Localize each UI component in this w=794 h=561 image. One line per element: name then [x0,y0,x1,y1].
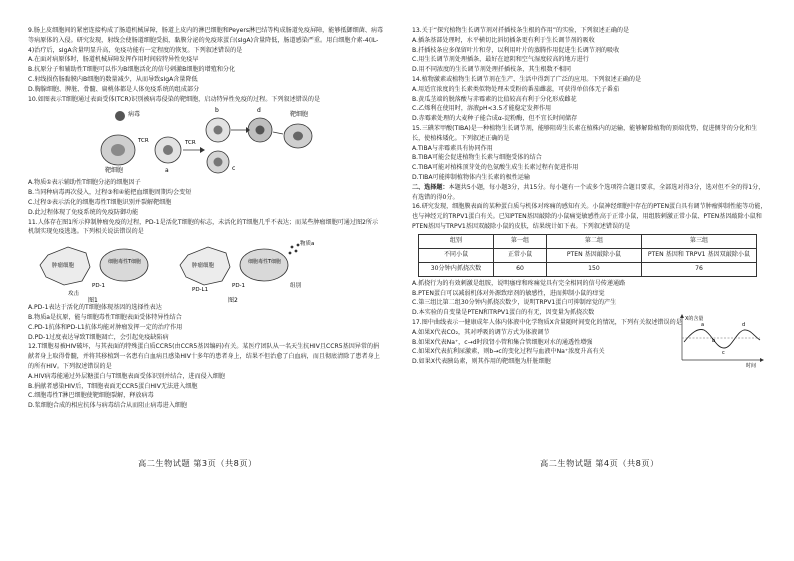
q17-stem: 17.图中曲线表示一健康成年人体内体液中化学物质X含量随时间变化的情况，下列有关叙述错误的是 [412,318,682,326]
tcr-label-1: TCR [138,138,149,145]
q15-option-b: B.TIBA可能会促进植物生长素与细胞受体的结合 [412,154,542,162]
table-cell: 60 [494,262,547,276]
q10-option-d: D.此过程体现了免疫系统的免疫防御功能 [28,208,139,216]
table-cell: 30分钟内抓挠次数 [419,262,494,276]
q10-stem: 10.如图表示T细胞通过表面受体(TCR)识别被病毒侵染的靶细胞，启动特异性免疫的过程。下列叙述错误的是 [28,95,321,103]
table-cell: 正常小鼠 [494,248,547,262]
table-row [419,234,757,248]
fig1-tcell-label: 细胞毒性T细胞 [108,259,142,266]
table-cell: PTEN 基因和 TRPV1 基因双敲除小鼠 [642,248,757,262]
q15-option-c: C.TIBA可能对植株顶芽处的色氨酸生成生长素过程有促进作用 [412,164,579,172]
q17-option-d: D.如果X代表胰岛素，则其作用的靶细胞为肝脏细胞 [412,358,551,366]
target-label: 靶细胞 [105,167,124,175]
tcr-label-2: TCR [185,140,196,147]
q17-point-c: c [722,349,725,356]
q17-xlabel: 时间 [746,362,757,368]
q16-option-a: A.抓挠行为的有效刺激是组胺，说明瘙痒和疼痛觉具有完全相同的信号传递通路 [412,279,626,287]
q17-ylabel: X的含量 [685,315,704,322]
fig2-tumor-label: 肿瘤细胞 [192,263,215,270]
q16-option-d: D.本实验的自变量是PTEN和TRPV1蛋白的有无，因变量为抓挠次数 [412,309,595,317]
virus-label: 病毒 [128,111,141,119]
q15-option-a: A.TIBA与赤霉素具有协同作用 [412,144,493,152]
fig2-tcell-label: 细胞毒性T细胞 [248,259,282,266]
cell-a-label: a [165,167,169,175]
q9-option-a: A.在面对病原体时，肠道机械屏障发挥作用时间较特异性免疫早 [28,56,199,64]
fig1-tumor-label: 肿瘤细胞 [52,263,75,270]
q12-option-b: B.捐献者感染HIV后，T细胞表面无CCR5蛋白HIV无法进入细胞 [28,382,198,390]
q14-stem: 14.植物激素或植物生长调节剂在生产、生活中得到了广泛的应用。下列叙述正确的是 [412,75,642,83]
cell-c-label: c [232,165,236,173]
immune-process-diagram [28,104,328,178]
q11-figures [28,237,384,303]
q13-option-a: A.插条基部处理时，水平横切比斜切插条更有利于生长调节剂的吸收 [412,36,595,44]
q12-option-d: D.浆细胞合成的相应抗体与病毒结合从而阻止病毒进入细胞 [28,402,187,410]
table-cell: 150 [547,262,642,276]
fig2-group-label: 组别 [290,283,302,290]
q11-option-b: B.物质a是抗原，能与细胞毒性T细胞表面受体特异性结合 [28,313,182,321]
fig2-pdl1-label: PD-L1 [192,287,209,294]
left-page [28,26,384,411]
q13-stem: 13.关于“探究植物生长调节剂对扦插枝条生根的作用”的实验，下列叙述正确的是 [412,27,630,34]
fig2-substance-label: 物质a [300,241,315,248]
q14-option-a: A.用适宜浓度的生长素类似物处理未受粉的番茄雌蕊，可获得单倍体无子番茄 [412,85,620,93]
q12-option-a: A.HIV病毒能通过外层糖蛋白与T细胞表面受体识别并结合，进而侵入细胞 [28,372,225,380]
q10-figure [28,104,384,178]
q15-option-d: D.TIBA可能抑制植物体内生长素的极性运输 [412,173,530,181]
q17-option-b: B.如果X代表Na⁺，c→d时段肾小管和集合管细胞对水的通透性增强 [412,338,593,346]
q13-option-d: D.用不同浓度的生长调节剂处理扦插枝条，其生根数不相同 [412,66,571,74]
tumor-immune-diagram [28,237,348,303]
q17-graph [674,312,766,368]
q11-stem: 11.人体存在图1所示抑制肿瘤免疫的过程，PD-1是活化T细胞的标志，未活化的T细胞几乎不表达；而某些肿瘤细胞可通过图2所示机制实现免疫逃逸。下列相关说法错误的是 [28,218,379,236]
table-cell: 第三组 [642,234,757,248]
q15-stem: 15.三碘苯甲酸(TIBA)是一种植物生长调节剂，能够阻碍生长素在植株内的运输，能够解除植物的顶端优势，促进侧芽的分化和生长，使植株矮化。下列叙述正确的是 [412,124,758,142]
q11-option-c: C.PD-1抗体和PD-L1抗体均能对肿瘤发挥一定的治疗作用 [28,323,183,331]
q17-point-b: b [712,337,716,344]
q17-option-a: A.如果X代表CO₂，其对呼吸的调节方式为体液调节 [412,328,550,336]
section-2-title: 二、选择题： [412,183,449,191]
fig2-caption: 图2 [228,297,238,304]
table-cell: 不同小鼠 [419,248,494,262]
cell-d-label: d [257,107,261,115]
fig1-pd1-label: PD-1 [92,283,106,290]
cell-b-label: b [215,107,219,115]
q9-stem: 9.肠上皮细胞间的紧密连接构成了肠道机械屏障，肠道上皮内的淋巴细胞和Peyers淋巴结等构成肠道免疫屏障，能够抵御细菌、病毒等病原体的入侵。研究发现，射线会使肠道细胞受损，黏膜分泌的免疫球蛋白(sIgA)含量降低，肠道感染严重。用白细胞介素-4(IL-4)治疗后，sIgA含量明显升高，免疫功能有一定程度的恢复。下列叙述错误的是 [28,27,384,54]
q10-option-c: C.过程③表示活化的细胞毒性T细胞识别并裂解靶细胞 [28,198,172,206]
q13-option-c: C.用生长调节剂处理插条，最好在遮阴和空气湿度较高的地方进行 [412,56,589,64]
table-row [419,262,757,276]
q11-option-d: D.PD-1过度表达导致T细胞凋亡，会引起免疫缺陷病 [28,333,169,341]
section-2-text: 本题共5小题，每小题3分，共15分。每小题有一个或多个选项符合题目要求，全部选对得3分，选对但不全的得1分，有选错的得0分。 [412,183,765,201]
q17-curve [684,329,760,348]
fig2-pd1-label: PD-1 [232,283,246,290]
q14-option-c: C.乙烯利在使用时，溶液pH<3.5才能稳定发挥作用 [412,105,552,113]
q14-option-d: D.赤霉素处理的大麦种子能合成α-淀粉酶，但不宜长时间储存 [412,115,578,123]
q17-point-d: d [742,321,746,328]
q14-option-b: B.黄瓜茎端的脱落酸与赤霉素的比值较高有利于分化形成雌花 [412,95,577,103]
q16-option-b: B.PTEN蛋白可以减弱机体对外源致痒剂的敏感性，进而抑制小鼠的痒觉 [412,289,605,297]
right-page-footer: 高二生物试题 第4页（共8页） [540,458,659,468]
target2-label: 靶细胞 [290,111,309,119]
fig1-tcell [100,249,148,281]
section-2-heading [412,183,768,203]
q9-option-b: B.抗原分子和辅助性T细胞可以作为B细胞活化的信号刺激B细胞的增殖和分化 [28,66,236,74]
table-row [419,248,757,262]
table-cell: 76 [642,262,757,276]
q12-stem: 12.T细胞易被HIV破坏，与其表面的特殊蛋白质CCR5(由CCR5基因编码)有关。某医疗团队从一名天生抗HIV且CCR5基因异常的捐献者身上取得骨髓，并将其移植到一名患有白血病且感染HIV十多年的患者身上，结果不但治愈了白血病，而且彻底清除了患者身上的所有HIV。下列叙述错误的是 [28,343,380,370]
q9-option-c: C.射线损伤肠黏膜内B细胞的数量减少，从而导致sIgA含量降低 [28,75,198,83]
virus-icon [115,111,125,121]
table-cell: 第二组 [547,234,642,248]
q10-option-b: B.当同种病毒再次侵入，过程③和④能把血细胞周期均会变短 [28,189,192,197]
left-page-footer: 高二生物试题 第3页（共8页） [138,458,257,468]
right-page [412,26,768,376]
q17-point-a: a [701,321,705,328]
q16-option-c: C.第三组比第二组30分钟内抓挠次数少，说明TRPV1蛋白可抑制痒觉的产生 [412,299,617,307]
fig2-tcell [240,249,288,281]
q16-stem: 16.研究发现，细胞膜表面的某种蛋白质与机体对疼痛的感知有关。小鼠神经细胞中存在的PTEN蛋白具有调节肿瘤抑制性能等功能，也与神经元的TRPV1蛋白有关。已知PTEN基因敲除的小鼠痛觉敏感性高于正常小鼠，用组胺刺激正常小鼠、PTEN基因敲除小鼠和PTEN基因与TRPV1基因双敲除小鼠的皮肤，结果统计如下表。下列叙述错误的是 [412,203,767,230]
q17-options [412,328,662,367]
q17-option-c: C.如果X代表抗利尿激素，则b→c的变化过程与血液中Na⁺浓度升高有关 [412,348,605,356]
fig1-attack-label: 攻击 [68,291,80,298]
q10-option-a: A.物质①表示辅助性T细胞分泌的细胞因子 [28,179,141,187]
fig1-caption: 图1 [88,297,98,304]
table-cell: PTEN 基因敲除小鼠 [547,248,642,262]
q11-option-a: A.PD-1表达于活化的T细胞体现基因的选择性表达 [28,304,162,312]
q9-option-d: D.胸腺细胞、脾脏、骨髓、扁桃体都是人体免疫系统的组成部分 [28,85,200,93]
target-cell-nucleus [111,144,125,156]
table-cell: 第一组 [494,234,547,248]
q12-option-c: C.细胞毒性T淋巴细胞使靶细胞裂解，释放病毒 [28,392,154,400]
table-cell: 组别 [419,234,494,248]
q13-option-b: B.扦插枝条应多保留叶片和芽，以利用叶片的蒸腾作用促进生长调节剂的吸收 [412,46,620,54]
q16-table [418,234,757,277]
